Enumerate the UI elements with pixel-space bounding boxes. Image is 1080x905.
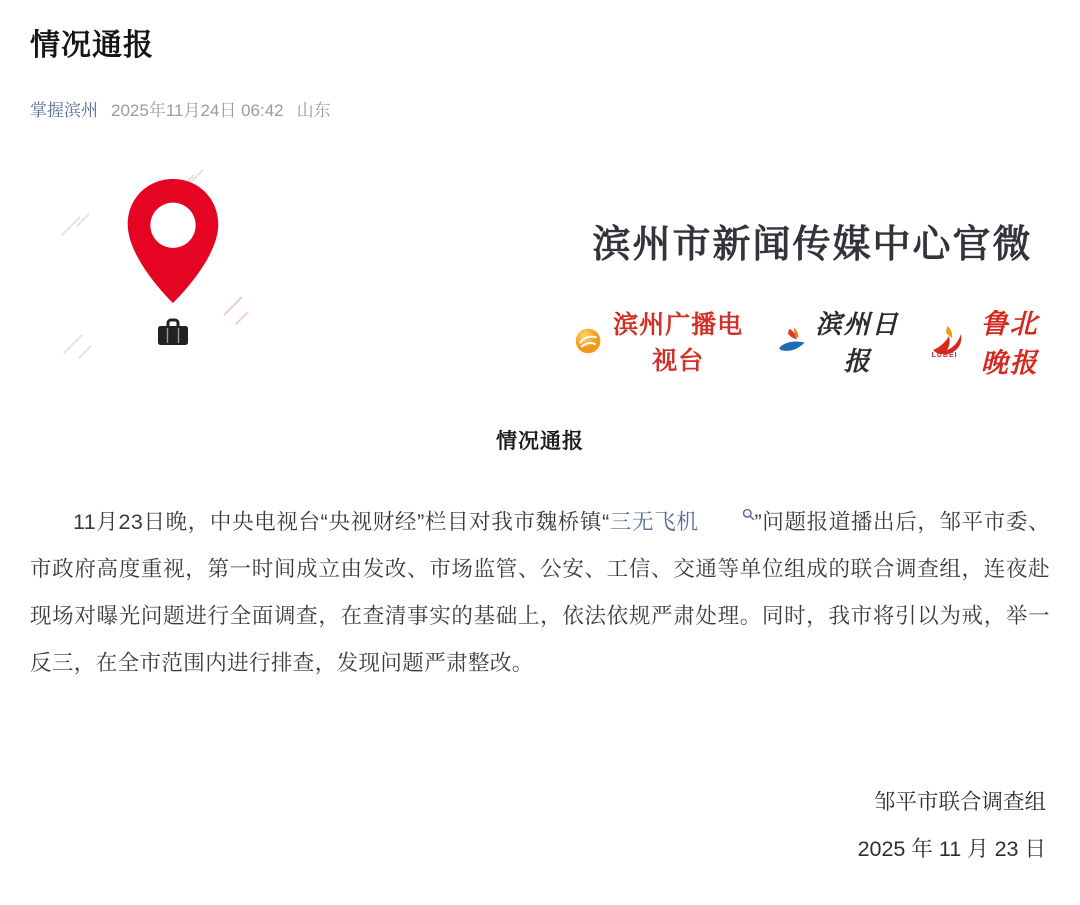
banner-image[interactable] xyxy=(30,165,1050,379)
account-link[interactable]: 掌握滨州 xyxy=(30,101,98,120)
search-topic-link[interactable] xyxy=(610,510,755,534)
topic-link-label: 三无飞机 xyxy=(609,510,699,534)
signature-date: 2025 年 11 月 23 日 xyxy=(857,837,1046,861)
tv-logo-label: 滨州广播电视台 xyxy=(613,311,744,375)
publish-location: 山东 xyxy=(296,101,331,120)
slash-decoration xyxy=(63,334,83,354)
location-pin-icon xyxy=(123,177,223,305)
tv-globe-icon xyxy=(575,324,601,358)
page-title: 情况通报 xyxy=(30,29,154,62)
daily-sail-icon xyxy=(774,321,808,361)
org-name: 滨州市新闻传媒中心官微 xyxy=(592,224,1033,266)
body-text-before-link: 11月23日晚，中央电视台“央视财经”栏目对我市魏桥镇“ xyxy=(73,510,610,534)
article-meta xyxy=(30,96,1050,121)
briefcase-icon xyxy=(156,317,190,347)
search-icon xyxy=(699,508,755,523)
daily-logo-label: 滨州日报 xyxy=(815,310,900,377)
evening-logo-label: 鲁北晚报 xyxy=(980,309,1039,379)
signature-block xyxy=(30,779,1050,873)
flame-icon xyxy=(927,324,963,354)
lubei-sub-label: LUBEI xyxy=(931,351,958,359)
notice-heading: 情况通报 xyxy=(496,430,584,453)
logo-lubei-evening xyxy=(927,302,1050,380)
logo-binzhou-tv xyxy=(575,305,748,377)
body-text-after-link: ”问题报道播出后，邹平市委、市政府高度重视，第一时间成立由发改、市场监管、公安、工信、交通等单位组成的联合调查组，连夜赴现场对曝光问题进行全面调查，在查清事实的基础上，依法依规严肃处理。同时，我市将引以为戒，举一反三，在全市范围内进行排查，发现问题严肃整改。 xyxy=(30,510,1050,675)
slash-decoration xyxy=(78,345,92,359)
logo-binzhou-daily xyxy=(774,304,901,378)
media-logo-row xyxy=(575,302,1050,380)
app-logo xyxy=(108,177,238,347)
org-block xyxy=(575,213,1050,380)
publish-date: 2025年11月24日 06:42 xyxy=(111,101,284,120)
notice-body xyxy=(30,499,1050,687)
signature-org: 邹平市联合调查组 xyxy=(873,790,1046,814)
